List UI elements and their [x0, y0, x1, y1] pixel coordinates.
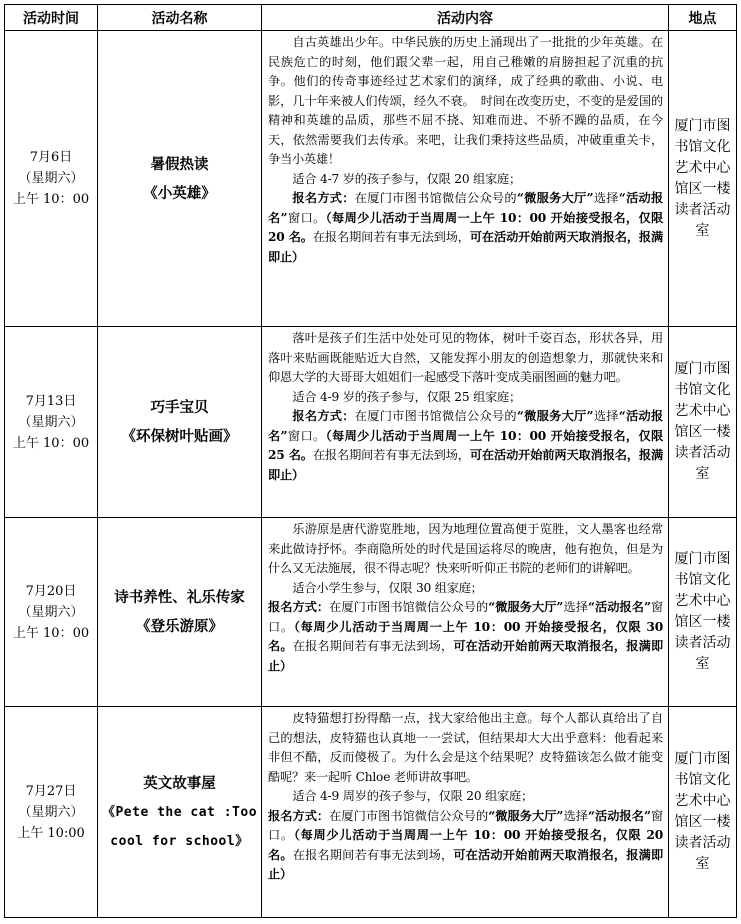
registration-window-name: “活动报名” — [587, 808, 651, 823]
activity-content-cell — [262, 31, 669, 327]
activity-weekday: （星期六） — [18, 171, 84, 186]
activity-start-time: 上午 10：00 — [12, 435, 90, 451]
registration-text: 在厦门市图书馆微信公众号的 — [354, 191, 517, 205]
activity-audience: 适合 4-9 岁的孩子参与，仅限 25 组家庭； — [292, 389, 522, 404]
activity-title: 《登乐游原》 — [136, 618, 223, 635]
registration-service-name: “微服务大厅” — [488, 808, 564, 823]
registration-note: 在报名期间若有事无法到场， — [292, 639, 454, 653]
activity-time-cell — [5, 327, 98, 518]
activity-content-cell — [262, 518, 669, 707]
activity-weekday: （星期六） — [18, 604, 84, 620]
activity-series: 诗书养性、礼乐传家 — [114, 589, 245, 606]
header-place: 地点 — [669, 5, 737, 31]
activity-series: 巧手宝贝 — [150, 399, 209, 416]
registration-label: 报名方式： — [292, 409, 355, 423]
header-name: 活动名称 — [98, 5, 262, 31]
activity-content-cell — [262, 327, 669, 518]
activity-description: 自古英雄出少年。中华民族的历史上涌现出了一批批的少年英雄。在民族危亡的时刻，他们跟父辈一起，用自己稚嫩的肩膀担起了沉重的抗争。他们的传奇事迹经过艺术家们的演绎，成了经典的歌曲、小说、电影，几十年来被人们传颂，经久不衰。 时间在改变历史，不变的是爱国的精神和英雄的品质，那些不屈不挠、知难而进、不骄不躁的品质，在今天，依然需要我们去传承。来吧，让我们秉持这些品质，冲破重重关卡，争当小英雄！ — [268, 35, 663, 166]
activity-weekday: （星期六） — [18, 804, 84, 820]
header-content: 活动内容 — [262, 5, 669, 31]
registration-service-name: “微服务大厅” — [516, 191, 594, 205]
activity-time-cell — [5, 707, 98, 918]
activity-name-cell — [98, 707, 262, 918]
activity-audience: 适合 4-7 岁的孩子参与，仅限 20 组家庭； — [292, 171, 522, 186]
registration-note: 在报名期间若有事无法到场， — [312, 448, 470, 462]
activity-name-cell — [98, 31, 262, 327]
registration-window-name: “活动报名” — [587, 600, 651, 614]
activity-weekday: （星期六） — [18, 414, 84, 430]
activity-time-cell — [5, 518, 98, 707]
registration-label: 报名方式： — [268, 808, 330, 823]
activity-time-cell — [5, 31, 98, 327]
activity-start-time: 上午 10：00 — [12, 192, 90, 207]
header-time: 活动时间 — [5, 5, 98, 31]
activity-date: 7月13日 — [25, 393, 77, 409]
registration-text: 选择 — [593, 191, 619, 205]
activity-description: 皮特猫想打扮得酷一点，找大家给他出主意。每个人都认真给出了自己的想法，皮特猫也认真地一一尝试，但结果却大大出乎意料：他看起来非但不酷，反而傻极了。为什么会是这个结果呢？皮特猫该怎么做才能变酷呢？来一起听 Chloe 老师讲故事吧。 — [268, 711, 663, 784]
activity-description: 乐游原是唐代游览胜地，因为地理位置高便于览胜，文人墨客也经常来此做诗抒怀。李商隐所处的时代是国运将尽的晚唐，他有抱负，但是为什么又无法施展，很不得志呢？快来听听仰正书院的老师们的讲解吧。 — [268, 522, 663, 575]
registration-info — [268, 807, 663, 885]
activity-date: 7月20日 — [25, 583, 77, 599]
registration-info — [268, 598, 663, 676]
activity-title: 《环保树叶贴画》 — [121, 428, 238, 445]
registration-text: 在厦门市图书馆微信公众号的 — [329, 808, 489, 823]
activity-audience: 适合 4-9 周岁的孩子参与，仅限 20 组家庭； — [292, 789, 534, 803]
registration-rule: （每周少儿活动于当周周一上午 10：00 开始接受报名，仅限 20 名。 — [268, 828, 663, 862]
header-row — [5, 5, 737, 31]
activity-series: 英文故事屋 — [143, 774, 216, 792]
registration-text: 选择 — [563, 600, 588, 614]
activity-place-cell: 厦门市图书馆文化艺术中心馆区一楼读者活动室 — [669, 707, 737, 918]
registration-note: 在报名期间若有事无法到场， — [312, 230, 470, 244]
activity-audience: 适合小学生参与，仅限 30 组家庭； — [292, 580, 483, 595]
registration-text: 窗口。 — [268, 808, 663, 842]
table-row — [5, 518, 737, 707]
activity-place-cell: 厦门市图书馆文化艺术中心馆区一楼读者活动室 — [669, 31, 737, 327]
registration-text: 选择 — [563, 808, 588, 823]
registration-text: 窗口。 — [268, 600, 663, 634]
activity-place-cell: 厦门市图书馆文化艺术中心馆区一楼读者活动室 — [669, 518, 737, 707]
registration-service-name: “微服务大厅” — [516, 409, 594, 423]
registration-text: 窗口。 — [287, 428, 326, 443]
registration-info — [268, 189, 663, 267]
registration-text: 窗口。 — [287, 210, 326, 225]
activity-schedule-table — [4, 4, 737, 918]
activity-title: 《小英雄》 — [143, 184, 216, 202]
activity-name-cell — [98, 327, 262, 518]
activity-date: 7月6日 — [29, 150, 73, 165]
activity-start-time: 上午 10：00 — [12, 625, 90, 641]
registration-text: 选择 — [593, 409, 619, 423]
registration-label: 报名方式： — [292, 191, 355, 205]
registration-note: 在报名期间若有事无法到场， — [292, 847, 454, 862]
registration-window-name: “活动报名” — [268, 191, 664, 225]
table-row — [5, 31, 737, 327]
registration-window-name: “活动报名” — [268, 409, 664, 443]
registration-rule: （每周少儿活动于当周周一上午 10：00 开始接受报名，仅限 25 名。 — [268, 428, 663, 462]
registration-label: 报名方式： — [268, 600, 330, 614]
registration-text: 在厦门市图书馆微信公众号的 — [329, 600, 489, 614]
activity-start-time: 上午 10:00 — [17, 825, 85, 841]
registration-cancel-rule: 可在活动开始前两天取消报名，报满即止） — [268, 847, 663, 881]
table-row — [5, 327, 737, 518]
activity-content-cell — [262, 707, 669, 918]
registration-rule: （每周少儿活动于当周周一上午 10：00 开始接受报名，仅限 20 名。 — [268, 210, 663, 244]
registration-rule: （每周少儿活动于当周周一上午 10：00 开始接受报名，仅限 30 名。 — [268, 619, 663, 653]
activity-description: 落叶是孩子们生活中处处可见的物体，树叶千姿百态，形状各异，用落叶来贴画既能贴近大自然，又能发挥小朋友的创造想象力，那就快来和仰恩大学的大哥哥大姐姐们一起感受下落叶变成美丽图画的魅力吧。 — [268, 331, 663, 384]
activity-place-cell: 厦门市图书馆文化艺术中心馆区一楼读者活动室 — [669, 327, 737, 518]
activity-date: 7月27日 — [25, 783, 77, 799]
registration-text: 在厦门市图书馆微信公众号的 — [354, 409, 517, 423]
registration-cancel-rule: 可在活动开始前两天取消报名，报满即止） — [268, 639, 663, 673]
activity-title: 《Pete the cat :Too cool for school》 — [101, 804, 258, 849]
registration-cancel-rule: 可在活动开始前两天取消报名，报满即止） — [268, 230, 663, 264]
registration-cancel-rule: 可在活动开始前两天取消报名，报满即止） — [268, 448, 663, 482]
activity-name-cell — [98, 518, 262, 707]
registration-info — [268, 407, 663, 485]
registration-service-name: “微服务大厅” — [488, 600, 564, 614]
table-row — [5, 707, 737, 918]
activity-series: 暑假热读 — [150, 155, 209, 173]
